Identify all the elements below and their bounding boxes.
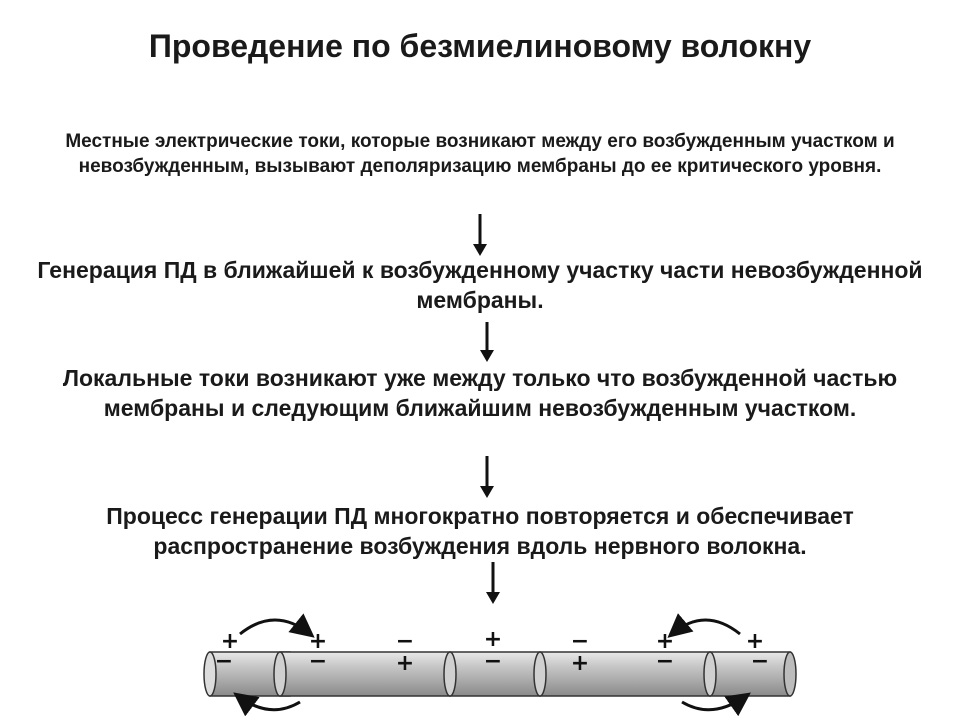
down-arrow-icon — [478, 322, 496, 364]
fiber-segment — [274, 652, 450, 696]
down-arrow-icon — [478, 456, 496, 500]
charge-sign: − — [570, 629, 590, 654]
step-2-text: Генерация ПД в ближайшей к возбужденному участку части невозбужденной мембраны. — [37, 257, 923, 313]
down-arrow-icon — [471, 214, 489, 258]
charge-sign: − — [483, 649, 503, 674]
charge-sign: − — [395, 629, 415, 654]
charge-sign: − — [750, 649, 770, 674]
current-arrow-icon — [240, 620, 310, 634]
charge-sign: − — [214, 649, 234, 674]
charge-sign: + — [745, 629, 765, 654]
current-arrow-icon — [682, 696, 746, 710]
slide-title: Проведение по безмиелиновому волокну — [148, 28, 812, 64]
charge-sign: + — [570, 651, 590, 676]
current-arrow-icon — [672, 620, 740, 634]
charge-sign: + — [220, 629, 240, 654]
nerve-fiber-diagram — [200, 600, 800, 716]
step-4-text: Процесс генерации ПД многократно повторяется и обеспечивает распространение возбуждения вдоль нервного волокна. — [106, 503, 854, 559]
current-arrow-icon — [238, 696, 300, 710]
charge-sign: + — [483, 627, 503, 652]
charge-sign: + — [655, 629, 675, 654]
charge-sign: − — [655, 649, 675, 674]
fiber-segment — [534, 652, 710, 696]
step-3-text: Локальные токи возникают уже между только что возбужденной частью мембраны и следующим ближайшим невозбужденным участком. — [62, 365, 898, 421]
charge-sign: + — [395, 651, 415, 676]
charge-sign: − — [308, 649, 328, 674]
step-1-text: Местные электрические токи, которые возникают между его возбужденным участком и невозбужденным, вызывают деполяризацию мембраны до ее критического уровня. — [65, 131, 895, 177]
charge-sign: + — [308, 629, 328, 654]
